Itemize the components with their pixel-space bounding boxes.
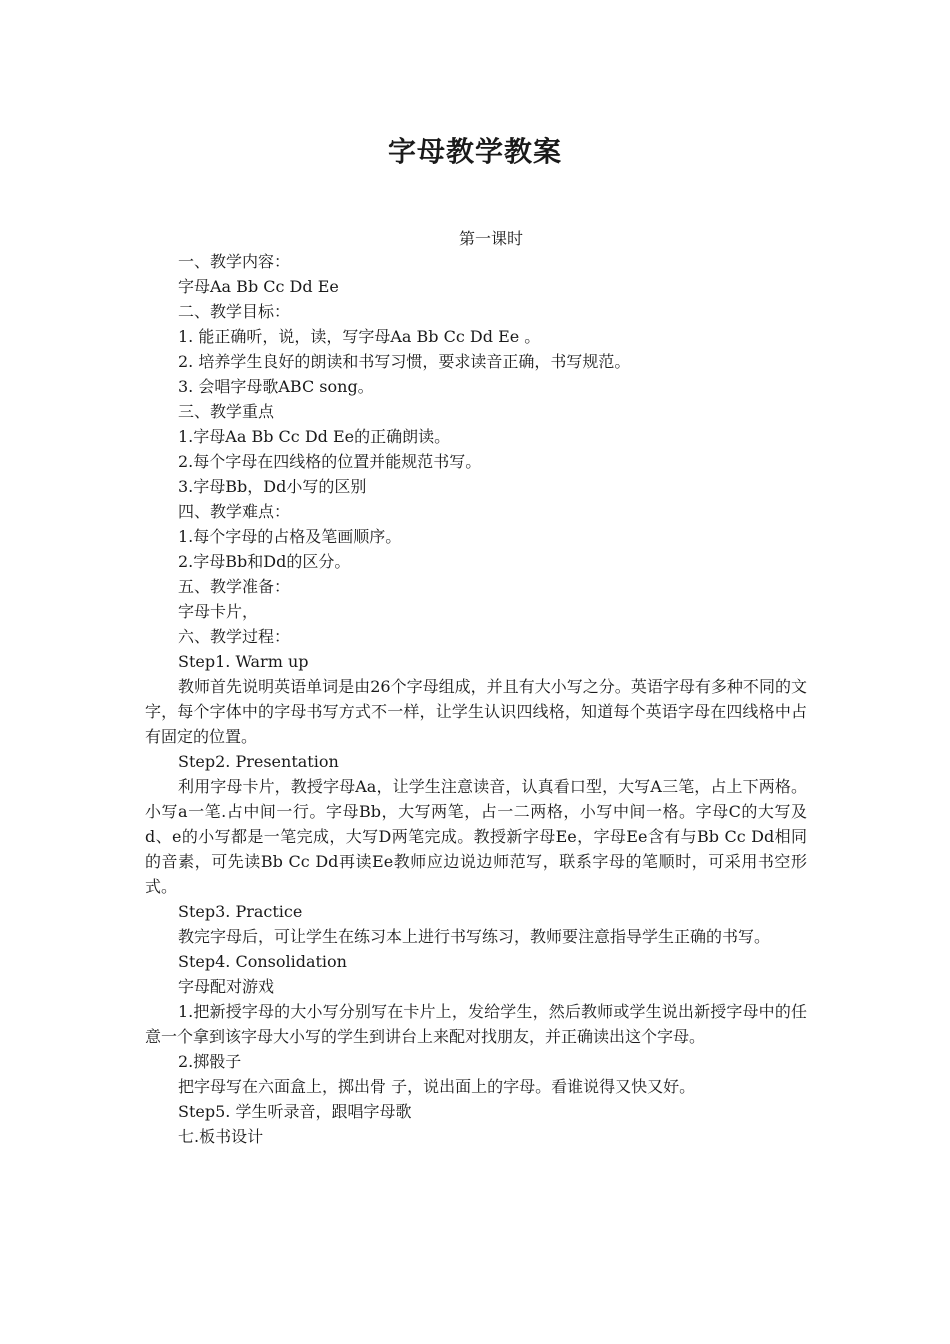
step-paragraph: 教师首先说明英语单词是由26个字母组成，并且有大小写之分。英语字母有多种不同的文字，每个字体中的字母书写方式不一样，让学生认识四线格，知道每个英语字母在四线格中占有固定的位置。 <box>145 677 807 746</box>
difficulty-item: 1.每个字母的占格及笔画顺序。 <box>178 527 402 546</box>
step-paragraph: 教完字母后，可让学生在练习本上进行书写练习，教师要注意指导学生正确的书写。 <box>178 927 771 946</box>
document-body <box>145 249 807 1149</box>
preparation-line: 字母卡片， <box>178 602 259 621</box>
lesson-label: 第一课时 <box>458 229 523 248</box>
section-heading-board-design: 七.板书设计 <box>178 1127 264 1146</box>
section-heading-key-points: 三、教学重点 <box>178 402 275 421</box>
step-heading: Step5. 学生听录音，跟唱字母歌 <box>178 1102 412 1121</box>
step-heading: Step2. Presentation <box>178 752 339 771</box>
content-line: 字母Aa Bb Cc Dd Ee <box>178 277 339 296</box>
activity-paragraph: 把字母写在六面盒上，掷出骨 子，说出面上的字母。看谁说得又快又好。 <box>178 1077 696 1096</box>
key-point-item: 3.字母Bb，Dd小写的区别 <box>178 477 367 496</box>
section-heading-goals: 二、教学目标： <box>178 302 291 321</box>
goal-item: 3. 会唱字母歌ABC song。 <box>178 377 374 396</box>
document-title: 字母教学教案 <box>387 135 562 168</box>
step-heading: Step1. Warm up <box>178 652 309 671</box>
step-heading: Step3. Practice <box>178 902 303 921</box>
section-heading-difficulties: 四、教学难点： <box>178 502 291 521</box>
goal-item: 2. 培养学生良好的朗读和书写习惯，要求读音正确，书写规范。 <box>178 352 631 371</box>
section-heading-content: 一、教学内容： <box>178 252 291 271</box>
difficulty-item: 2.字母Bb和Dd的区分。 <box>178 552 351 571</box>
goal-item: 1. 能正确听，说，读，写字母Aa Bb Cc Dd Ee 。 <box>178 327 541 346</box>
key-point-item: 2.每个字母在四线格的位置并能规范书写。 <box>178 452 482 471</box>
key-point-item: 1.字母Aa Bb Cc Dd Ee的正确朗读。 <box>178 427 451 446</box>
activity-item: 2.掷骰子 <box>178 1052 242 1071</box>
section-heading-process: 六、教学过程： <box>178 627 291 646</box>
step-paragraph: 利用字母卡片，教授字母Aa，让学生注意读音，认真看口型，大写A三笔，占上下两格。小写a一笔.占中间一行。字母Bb，大写两笔，占一二两格，小写中间一格。字母C的大写及d、e的小写都是一笔完成，大写D两笔完成。教授新字母Ee，字母Ee含有与Bb Cc Dd相同的音素，可先读Bb Cc Dd再读Ee教师应边说边师范写，联系字母的笔顺时，可采用书空形式。 <box>145 777 807 896</box>
step-heading: Step4. Consolidation <box>178 952 347 971</box>
section-heading-preparation: 五、教学准备： <box>178 577 291 596</box>
activity-title: 字母配对游戏 <box>178 977 275 996</box>
activity-paragraph: 1.把新授字母的大小写分别写在卡片上，发给学生，然后教师或学生说出新授字母中的任意一个拿到该字母大小写的学生到讲台上来配对找朋友，并正确读出这个字母。 <box>145 1002 807 1046</box>
